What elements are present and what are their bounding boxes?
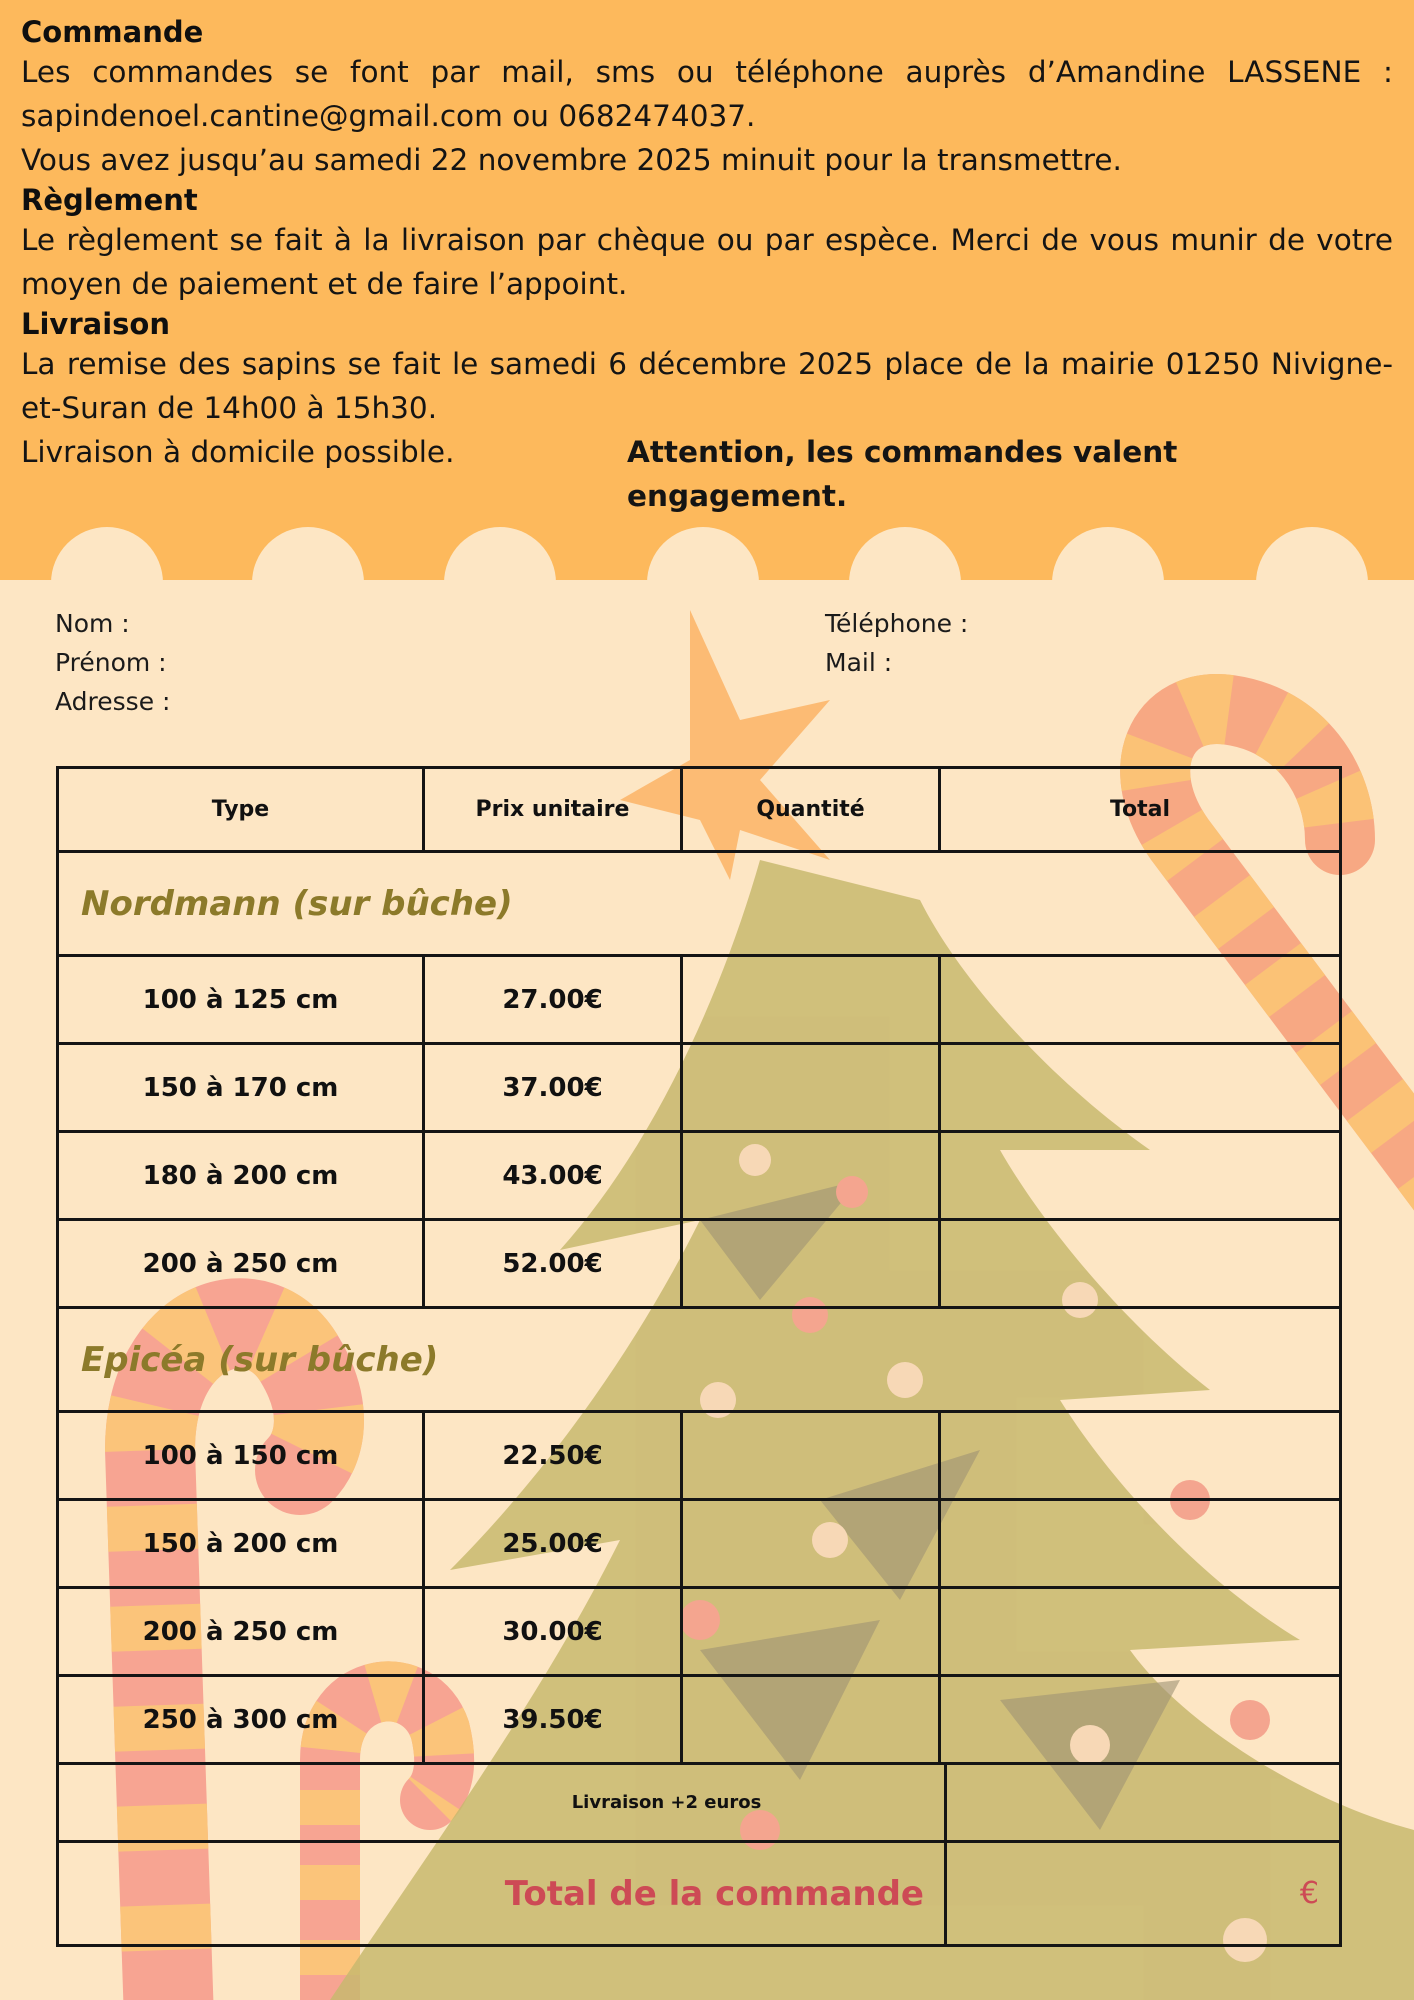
quantity-cell[interactable]: [680, 1045, 938, 1130]
header-prix: Prix unitaire: [422, 769, 680, 850]
livraison-text: La remise des sapins se fait le samedi 6 décembre 2025 place de la mairie 01250 Nivigne-et-Suran de 14h00 à 15h30.: [21, 347, 1393, 425]
total-row: [59, 1840, 1339, 1944]
telephone-label: Téléphone :: [825, 609, 969, 638]
livraison-label: Livraison +2 euros: [571, 1792, 762, 1813]
domicile-line: [21, 430, 1393, 513]
quantity-cell[interactable]: [680, 1413, 938, 1498]
table-row: [59, 954, 1339, 1042]
quantity-cell[interactable]: [680, 1501, 938, 1586]
total-cell[interactable]: [938, 1413, 1339, 1498]
total-cell[interactable]: [938, 957, 1339, 1042]
section-title-epicea: Epicéa (sur bûche): [59, 1306, 1339, 1410]
table-header-row: [59, 769, 1339, 850]
reglement-title: Règlement: [21, 183, 198, 217]
table-row: [59, 1498, 1339, 1586]
adresse-label: Adresse :: [55, 687, 171, 716]
quantity-cell[interactable]: [680, 1677, 938, 1762]
section-title-nordmann: Nordmann (sur bûche): [59, 850, 1339, 954]
table-row: [59, 1130, 1339, 1218]
total-cell[interactable]: [938, 1589, 1339, 1674]
reglement-text: Le règlement se fait à la livraison par chèque ou par espèce. Merci de vous munir de votre moyen de paiement et de faire l’appoint.: [21, 223, 1393, 301]
price-cell: 39.50€: [422, 1677, 680, 1762]
domicile-text: Livraison à domicile possible.: [21, 435, 455, 469]
total-cell[interactable]: [938, 1045, 1339, 1130]
commande-title: Commande: [21, 15, 204, 49]
table-row: [59, 1218, 1339, 1306]
quantity-cell[interactable]: [680, 957, 938, 1042]
livraison-row: [59, 1762, 1339, 1840]
table-row: [59, 1042, 1339, 1130]
attention-text: Attention, les commandes valent engagement.: [627, 435, 1178, 513]
total-cell[interactable]: [938, 1501, 1339, 1586]
nom-label: Nom :: [55, 609, 130, 638]
type-cell: 180 à 200 cm: [142, 1160, 339, 1191]
price-cell: 43.00€: [422, 1133, 680, 1218]
price-cell: 37.00€: [422, 1045, 680, 1130]
price-cell: 30.00€: [422, 1589, 680, 1674]
total-label: Total de la commande: [504, 1873, 924, 1914]
livraison-cell[interactable]: [944, 1765, 1339, 1840]
price-cell: 52.00€: [422, 1221, 680, 1306]
type-cell: 100 à 150 cm: [142, 1440, 339, 1471]
quantity-cell[interactable]: [680, 1221, 938, 1306]
type-cell: 250 à 300 cm: [142, 1704, 339, 1735]
type-cell: 100 à 125 cm: [142, 984, 339, 1015]
total-cell[interactable]: [938, 1677, 1339, 1762]
price-cell: 25.00€: [422, 1501, 680, 1586]
header-type: Type: [211, 797, 270, 822]
header-total: Total: [938, 769, 1339, 850]
type-cell: 200 à 250 cm: [142, 1616, 339, 1647]
quantity-cell[interactable]: [680, 1589, 938, 1674]
total-amount-cell[interactable]: €: [944, 1843, 1339, 1944]
type-cell: 150 à 200 cm: [142, 1528, 339, 1559]
commande-text: Les commandes se font par mail, sms ou téléphone auprès d’Amandine LASSENE : sapindenoel.cantine@gmail.com ou 0682474037.: [21, 55, 1393, 133]
livraison-title: Livraison: [21, 307, 170, 341]
deadline-text: Vous avez jusqu’au samedi 22 novembre 2025 minuit pour la transmettre.: [21, 143, 1122, 177]
table-row: [59, 1586, 1339, 1674]
type-cell: 200 à 250 cm: [142, 1248, 339, 1279]
header-quantite: Quantité: [680, 769, 938, 850]
header-content: [21, 14, 1393, 513]
type-cell: 150 à 170 cm: [142, 1072, 339, 1103]
price-cell: 27.00€: [422, 957, 680, 1042]
mail-label: Mail :: [825, 648, 893, 677]
table-row: [59, 1410, 1339, 1498]
table-row: [59, 1674, 1339, 1762]
price-cell: 22.50€: [422, 1413, 680, 1498]
order-table: [56, 766, 1342, 1947]
total-cell[interactable]: [938, 1221, 1339, 1306]
total-cell[interactable]: [938, 1133, 1339, 1218]
quantity-cell[interactable]: [680, 1133, 938, 1218]
prenom-label: Prénom :: [55, 648, 167, 677]
